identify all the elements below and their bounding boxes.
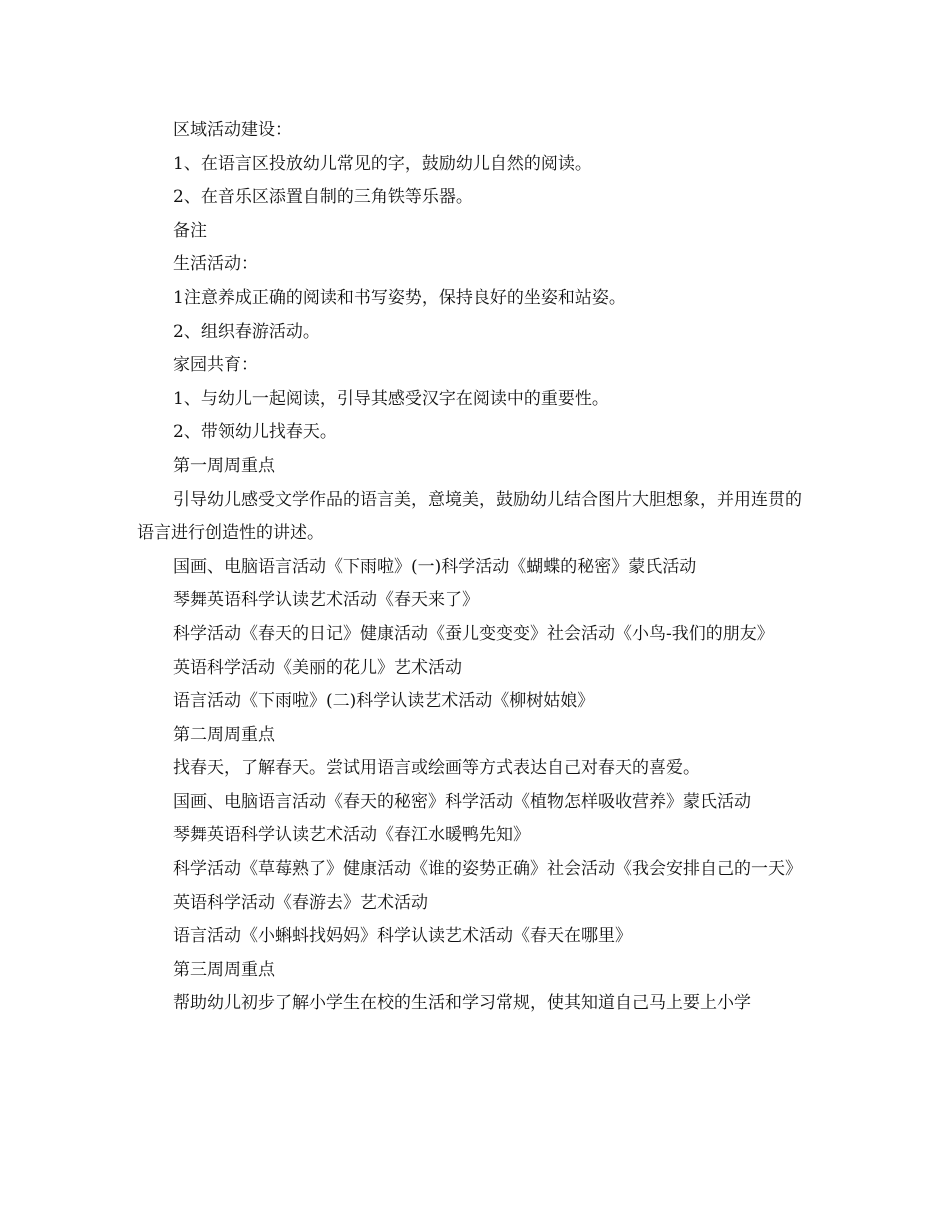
paragraph-week1-line2: 琴舞英语科学认读艺术活动《春天来了》 — [173, 590, 479, 611]
paragraph-find-spring: 2、带领幼儿找春天。 — [173, 422, 337, 443]
paragraph-week1-line5: 语言活动《下雨啦》(二)科学认读艺术活动《柳树姑娘》 — [173, 691, 595, 712]
paragraph-read-together: 1、与幼儿一起阅读，引导其感受汉字在阅读中的重要性。 — [173, 388, 609, 409]
paragraph-home-school-heading: 家园共育： — [173, 355, 258, 376]
paragraph-week1-line4: 英语科学活动《美丽的花儿》艺术活动 — [173, 657, 462, 678]
paragraph-week1-line3: 科学活动《春天的日记》健康活动《蚕儿变变变》社会活动《小鸟-我们的朋友》 — [173, 623, 774, 644]
paragraph-week1-line1: 国画、电脑语言活动《下雨啦》(一)科学活动《蝴蝶的秘密》蒙氏活动 — [173, 556, 697, 577]
paragraph-week2-line5: 语言活动《小蝌蚪找妈妈》科学认读艺术活动《春天在哪里》 — [173, 926, 632, 947]
paragraph-week2-heading: 第二周周重点 — [173, 724, 275, 745]
paragraph-posture: 1注意养成正确的阅读和书写姿势，保持良好的坐姿和站姿。 — [173, 287, 626, 308]
paragraph-life-activity-heading: 生活活动： — [173, 254, 258, 275]
paragraph-week2-focus: 找春天，了解春天。尝试用语言或绘画等方式表达自己对春天的喜爱。 — [173, 758, 700, 779]
paragraph-week1-focus: 引导幼儿感受文学作品的语言美，意境美，鼓励幼儿结合图片大胆想象，并用连贯的语言进行创造性的讲述。 — [137, 489, 802, 544]
paragraph-language-area: 1、在语言区投放幼儿常见的字，鼓励幼儿自然的阅读。 — [173, 153, 592, 174]
paragraph-week2-line2: 琴舞英语科学认读艺术活动《春江水暖鸭先知》 — [173, 825, 530, 846]
paragraph-week3-heading: 第三周周重点 — [173, 959, 275, 980]
paragraph-week2-line3: 科学活动《草莓熟了》健康活动《谁的姿势正确》社会活动《我会安排自己的一天》 — [173, 859, 802, 880]
paragraph-area-activity-heading: 区域活动建设： — [173, 120, 292, 140]
paragraph-notes: 备注 — [173, 220, 207, 241]
paragraph-week2-line1: 国画、电脑语言活动《春天的秘密》科学活动《植物怎样吸收营养》蒙氏活动 — [173, 791, 751, 812]
document-body — [137, 114, 813, 1021]
paragraph-music-area: 2、在音乐区添置自制的三角铁等乐器。 — [173, 187, 473, 208]
paragraph-week1-heading: 第一周周重点 — [173, 455, 275, 476]
paragraph-week2-line4: 英语科学活动《春游去》艺术活动 — [173, 892, 428, 913]
paragraph-week3-focus: 帮助幼儿初步了解小学生在校的生活和学习常规，使其知道自己马上要上小学 — [173, 993, 751, 1014]
paragraph-spring-outing: 2、组织春游活动。 — [173, 321, 320, 342]
